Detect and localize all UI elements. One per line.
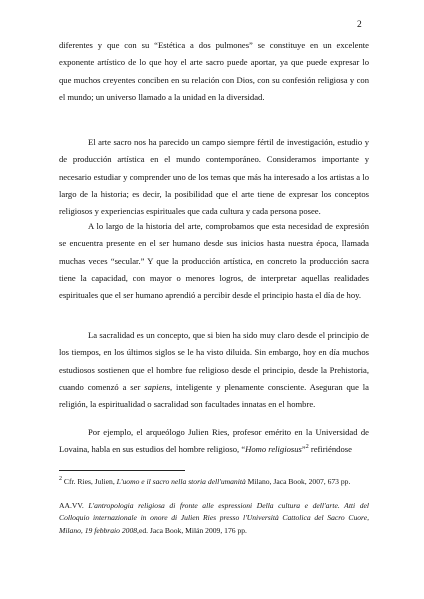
ries-text-b: ”: [301, 444, 306, 455]
paragraph-sacralidad: [59, 327, 369, 413]
footnote-1-text-a: Cfr. Ries, Julien,: [62, 477, 117, 486]
ries-text-c: refiriéndose: [308, 444, 352, 455]
ries-text-a: Por ejemplo, el arqueólogo Julien Ries, profesor emérito en la Universidad de Lovaina, habla en sus estudios del hombre religioso, “: [59, 427, 369, 455]
footnote-separator: [59, 470, 185, 471]
footnote-1: [59, 476, 369, 488]
footnote-2-text-a: AA.VV.: [59, 501, 89, 510]
page-number: 2: [357, 20, 362, 30]
footnote-2: [59, 500, 369, 537]
footnote-number: 2: [59, 476, 62, 482]
footnote-reference: 2: [305, 444, 309, 451]
footnote-1-text-b: Milano, Jaca Book, 2007, 673 pp.: [245, 477, 351, 486]
footnote-2-title: L'antropologia religiosa di fronte alle espressioni Della cultura e dell'arte. Atti del Colloquio internazionale in onore di Julien Ries presso l'Università Cattolica del Sacro Cuore, Milano, 19 febbraio 2008: [59, 501, 369, 535]
sacralidad-text-a: La sacralidad es un concepto, que si bien ha sido muy claro desde el principio de los tiempos, en los últimos siglos se le ha visto diluida. Sin embargo, hoy en día muchos estudiosos sostienen que el hombre fue religioso desde el principio, desde la Prehistoria, cuando comenzó a ser: [59, 330, 369, 392]
footnote-1-title: L'uomo e il sacro nella storia dell'umanità: [116, 477, 246, 486]
paragraph-historia-del-arte: A lo largo de la historia del arte, comprobamos que esta necesidad de expresión se encuentra presente en el ser humano desde sus inicios hasta nuestra época, llamada muchas veces “secular.” Y que la producción artística, en concreto la producción sacra tiene la capacidad, con mayor o menores logros, de interpretar aquellas realidades espirituales que el ser humano aprendió a percibir desde el principio hasta el día de hoy.: [59, 221, 369, 301]
paragraph-julien-ries: [59, 424, 369, 459]
footnote-2-text-b: ,ed. Jaca Book, Milán 2009, 176 pp.: [137, 525, 247, 535]
homo-religiosus-italic: Homo religiosus: [245, 444, 302, 455]
sacralidad-text-b: , inteligente y plenamente consciente. Aseguran que la religión, la espiritualidad o sacralidad son facultades innatas en el hombre.: [59, 381, 369, 410]
paragraph-arte-sacro: El arte sacro nos ha parecido un campo siempre fértil de investigación, estudio y de producción artística en el mundo contemporáneo. Consideramos importante y necesario estudiar y comprender uno de los temas que más ha interesado a los artistas a lo largo de la historia; es decir, la posibilidad que el arte tiene de expresar los conceptos religiosos y experiencias espirituales que cada cultura y cada persona posee.: [59, 137, 369, 217]
paragraph-continuation: diferentes y que con su “Estética a dos pulmones” se constituye en un excelente exponente artístico de lo que hoy el arte sacro puede aportar, ya que puede expresar lo que muchos creyentes conciben en su relación con Dios, con su confesión religiosa y con el mundo; un universo llamado a la unidad en la diversidad.: [59, 40, 369, 102]
sapiens-italic: sapiens: [144, 381, 170, 392]
